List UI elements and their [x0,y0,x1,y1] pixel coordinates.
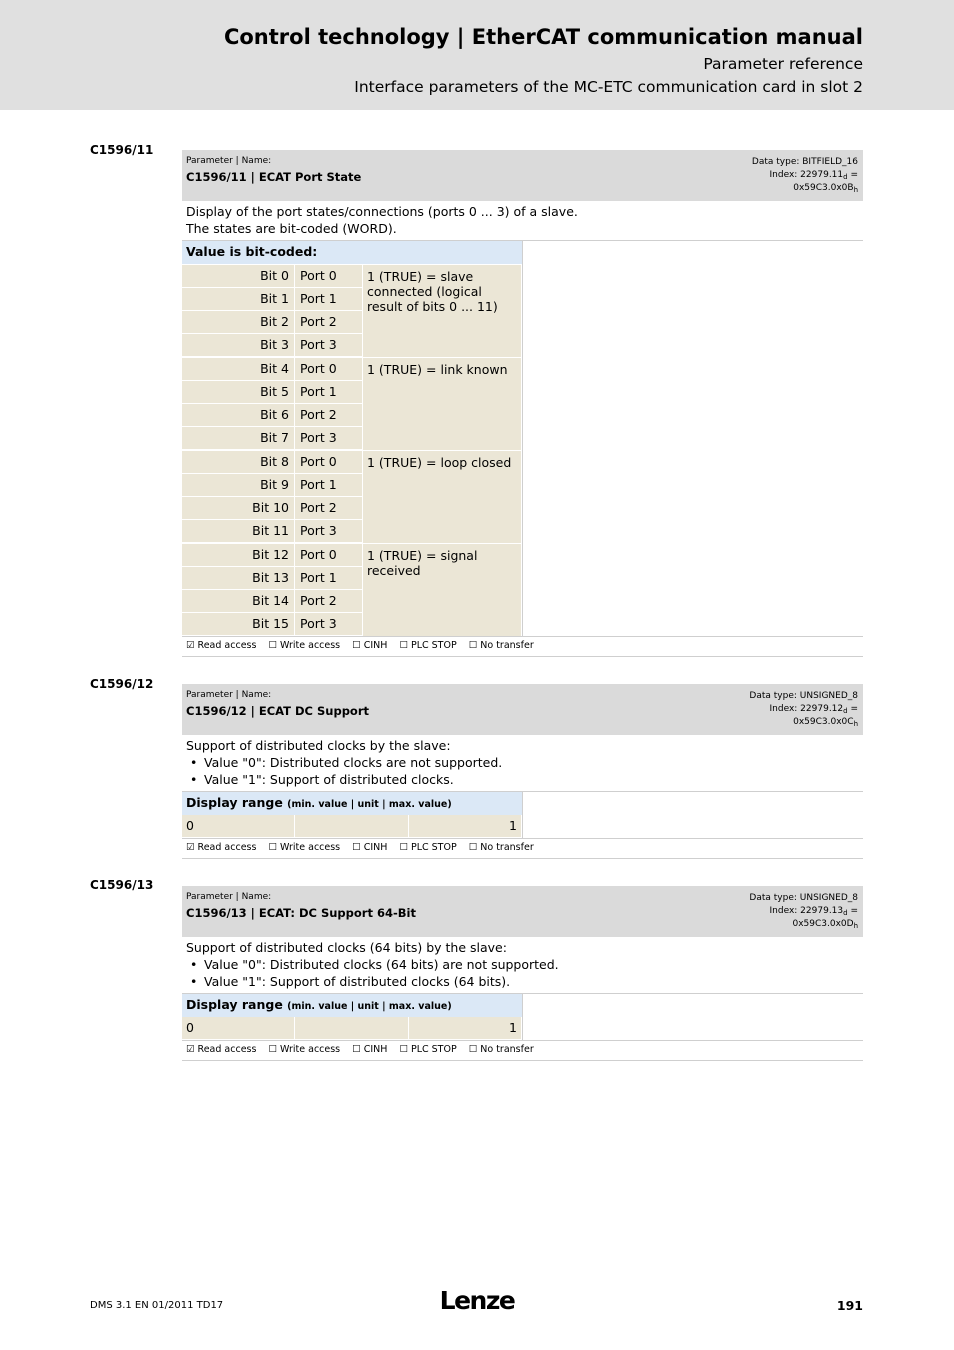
no-transfer-flag: ☐ No transfer [468,842,534,853]
bit-number: Bit 7 [182,427,294,449]
section-title: Parameter reference [703,55,863,73]
bit-number: Bit 1 [182,288,294,310]
subsection-title: Interface parameters of the MC-ETC communication card in slot 2 [354,78,863,96]
param-name: C1596/12 | ECAT DC Support [186,704,370,718]
port-number: Port 2 [295,404,362,426]
param-hex-index: $0x59C3.0x0B_h$ [793,183,858,194]
write-access-flag: ☐ Write access [268,1044,341,1055]
min-value: 0 [182,815,294,837]
description-bullet: • Value "1": Support of distributed clocks. [186,771,502,788]
data-type: Data type: UNSIGNED_8 [749,691,858,701]
bit-number: Bit 4 [182,358,294,380]
param-name-label: Parameter | Name: [186,156,272,166]
port-number: Port 2 [295,311,362,333]
unit-cell [295,1017,408,1039]
logo-text: Lenze [439,1286,515,1315]
divider [182,656,863,657]
description-bullet: • Value "0": Distributed clocks are not supported. [186,754,502,771]
param-code-label: C1596/13 [90,878,154,892]
description-line: Support of distributed clocks by the slave: [186,738,451,753]
write-access-flag: ☐ Write access [268,640,341,651]
bit-number: Bit 0 [182,265,294,287]
plc-stop-flag: ☐ PLC STOP [399,842,457,853]
bit-number: Bit 8 [182,451,294,473]
lenze-logo [437,1285,517,1315]
description-line: The states are bit-coded (WORD). [186,221,397,236]
plc-stop-flag: ☐ PLC STOP [399,640,457,651]
divider [522,994,523,1040]
plc-stop-flag: ☐ PLC STOP [399,1044,457,1055]
param-header [182,886,863,937]
description-bullet: • Value "1": Support of distributed clocks (64 bits). [186,973,559,990]
port-number: Port 3 [295,520,362,542]
access-flags [186,1044,543,1055]
param-meta [749,690,858,729]
read-access-flag: ☑ Read access [186,640,257,651]
divider [182,1040,863,1041]
display-range-header: Display range (min. value | unit | max. value) [182,994,522,1017]
port-number: Port 0 [295,451,362,473]
port-number: Port 0 [295,544,362,566]
bit-group-description: 1 (TRUE) = loop closed [363,451,521,543]
param-header [182,684,863,735]
page-number: 191 [836,1298,863,1313]
cinh-flag: ☐ CINH [352,1044,388,1055]
divider [182,1060,863,1061]
bit-number: Bit 12 [182,544,294,566]
access-flags [186,842,543,853]
param-name: C1596/11 | ECAT Port State [186,170,362,184]
param-index: Index: $22979.13_d$ = [769,906,858,917]
bit-number: Bit 2 [182,311,294,333]
description-line: Support of distributed clocks (64 bits) by the slave: [186,940,507,955]
display-range-header: Display range (min. value | unit | max. value) [182,792,522,815]
cinh-flag: ☐ CINH [352,640,388,651]
bit-number: Bit 3 [182,334,294,356]
param-index: Index: $22979.11_d$ = [769,170,858,181]
param-description [186,939,559,990]
param-meta [752,156,858,195]
access-flags [186,640,543,651]
write-access-flag: ☐ Write access [268,842,341,853]
port-number: Port 0 [295,358,362,380]
data-type: Data type: UNSIGNED_8 [749,893,858,903]
divider [522,241,523,636]
manual-title: Control technology | EtherCAT communication manual [223,25,863,49]
param-description [186,203,578,237]
divider [182,838,863,839]
max-value: 1 [409,815,521,837]
port-number: Port 3 [295,334,362,356]
doc-reference: DMS 3.1 EN 01/2011 TD17 [90,1300,224,1311]
min-value: 0 [182,1017,294,1039]
bit-number: Bit 10 [182,497,294,519]
no-transfer-flag: ☐ No transfer [468,1044,534,1055]
port-number: Port 1 [295,288,362,310]
divider [522,792,523,838]
port-number: Port 2 [295,497,362,519]
port-number: Port 1 [295,474,362,496]
param-code-label: C1596/12 [90,677,154,691]
port-number: Port 1 [295,567,362,589]
page-header [0,0,954,110]
bit-number: Bit 9 [182,474,294,496]
param-hex-index: $0x59C3.0x0D_h$ [792,919,858,930]
no-transfer-flag: ☐ No transfer [468,640,534,651]
table-header: Value is bit-coded: [182,241,522,264]
cinh-flag: ☐ CINH [352,842,388,853]
param-name: C1596/13 | ECAT: DC Support 64-Bit [186,906,416,920]
param-hex-index: $0x59C3.0x0C_h$ [793,717,858,728]
param-description [186,737,502,788]
description-bullet: • Value "0": Distributed clocks (64 bits) are not supported. [186,956,559,973]
data-type: Data type: BITFIELD_16 [751,157,858,167]
max-value: 1 [409,1017,521,1039]
param-header [182,150,863,201]
divider [182,858,863,859]
param-code-label: C1596/11 [90,143,154,157]
bit-number: Bit 15 [182,613,294,635]
bit-number: Bit 5 [182,381,294,403]
bit-group-description: 1 (TRUE) = slave connected (logical result of bits 0 ... 11) [363,265,521,357]
read-access-flag: ☑ Read access [186,1044,257,1055]
param-name-label: Parameter | Name: [186,690,272,700]
bit-number: Bit 11 [182,520,294,542]
bit-number: Bit 13 [182,567,294,589]
bit-group-description: 1 (TRUE) = link known [363,358,521,450]
param-index: Index: $22979.12_d$ = [769,704,858,715]
port-number: Port 3 [295,427,362,449]
description-line: Display of the port states/connections (ports 0 ... 3) of a slave. [186,204,578,219]
read-access-flag: ☑ Read access [186,842,257,853]
param-meta [749,892,858,931]
unit-cell [295,815,408,837]
bit-number: Bit 14 [182,590,294,612]
port-number: Port 3 [295,613,362,635]
bit-group-description: 1 (TRUE) = signal received [363,544,521,636]
port-number: Port 0 [295,265,362,287]
port-number: Port 1 [295,381,362,403]
param-name-label: Parameter | Name: [186,892,272,902]
port-number: Port 2 [295,590,362,612]
bit-number: Bit 6 [182,404,294,426]
divider [182,636,863,637]
